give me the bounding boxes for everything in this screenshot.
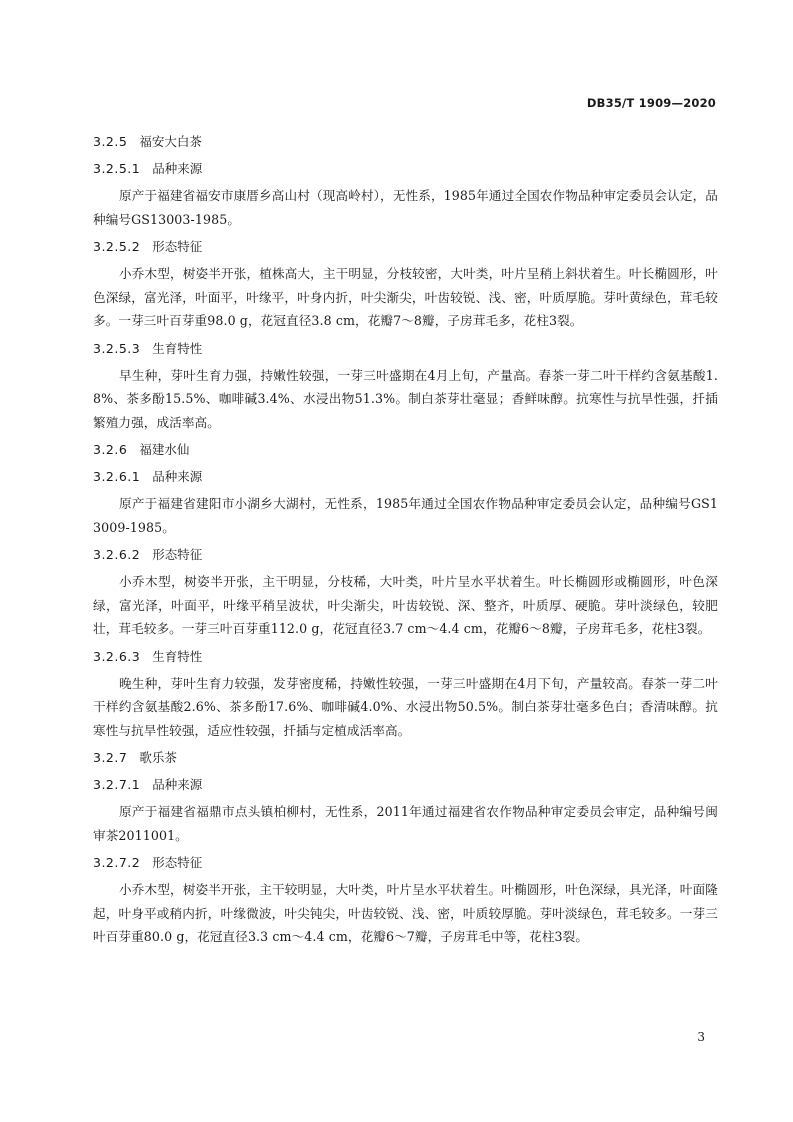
document-id: DB35/T 1909—2020	[586, 96, 716, 110]
paragraph: 小乔木型，树姿半开张，主干较明显，大叶类，叶片呈水平状着生。叶椭圆形，叶色深绿，具光泽，叶面隆起，叶身平或稍内折，叶缘微波，叶尖钝尖，叶齿较锐、浅、密，叶质较厚脆。芽叶淡绿色，茸毛较多。一芽三叶百芽重80.0 g，花冠直径3.3 cm～4.4 cm，花瓣6～7瓣，子房茸毛中等，花柱3裂。	[93, 882, 718, 944]
paragraph: 原产于福建省福安市康厝乡高山村（现高岭村），无性系，1985年通过全国农作物品种审定委员会认定，品种编号GS13003-1985。	[93, 188, 718, 227]
paragraph: 原产于福建省建阳市小湖乡大湖村，无性系，1985年通过全国农作物品种审定委员会认定，品种编号GS13009-1985。	[93, 496, 718, 535]
paragraph: 原产于福建省福鼎市点头镇柏柳村，无性系，2011年通过福建省农作物品种审定委员会审定，品种编号闽审茶2011001。	[93, 804, 718, 843]
paragraph: 早生种，芽叶生育力强，持嫩性较强，一芽三叶盛期在4月上旬，产量高。春茶一芽二叶干样约含氨基酸1.8%、茶多酚15.5%、咖啡碱3.4%、水浸出物51.3%。制白茶芽壮毫显；香鲜味醇。抗寒性与抗旱性强，扦插繁殖力强，成活率高。	[93, 367, 718, 430]
paragraph: 晚生种，芽叶生育力较强，发芽密度稀，持嫩性较强，一芽三叶盛期在4月下旬，产量较高。春茶一芽二叶干样约含氨基酸2.6%、茶多酚17.6%、咖啡碱4.0%、水浸出物50.5%。制白茶芽壮毫多色白；香清味醇。抗寒性与抗旱性较强，适应性较强，扦插与定植成活率高。	[93, 675, 718, 738]
paragraph: 小乔木型，树姿半开张，主干明显，分枝稀，大叶类，叶片呈水平状着生。叶长椭圆形或椭圆形，叶色深绿，富光泽，叶面平，叶缘平稍呈波状，叶尖渐尖，叶齿较锐、深、整齐，叶质厚、硬脆。芽叶淡绿色，较肥壮，茸毛较多。一芽三叶百芽重112.0 g，花冠直径3.7 cm～4.4 cm，花瓣6～8瓣，子房茸毛多，花柱3裂。	[93, 574, 718, 636]
subsection-heading: 3.2.6.2 形态特征	[93, 547, 203, 562]
section-heading: 3.2.6 福建水仙	[93, 442, 190, 457]
subsection-heading: 3.2.5.2 形态特征	[93, 239, 203, 254]
subsection-heading: 3.2.7.2 形态特征	[93, 855, 203, 870]
section-heading: 3.2.5 福安大白茶	[93, 134, 202, 149]
document-body	[93, 130, 718, 953]
subsection-heading: 3.2.5.3 生育特性	[93, 340, 203, 356]
page-number: 3	[697, 1030, 705, 1044]
subsection-heading: 3.2.6.1 品种来源	[93, 469, 203, 484]
section-heading: 3.2.7 歌乐茶	[93, 750, 177, 765]
subsection-heading: 3.2.7.1 品种来源	[93, 777, 203, 792]
paragraph: 小乔木型，树姿半开张，植株高大，主干明显，分枝较密，大叶类，叶片呈稍上斜状着生。叶长椭圆形，叶色深绿，富光泽，叶面平，叶缘平，叶身内折，叶尖渐尖，叶齿较锐、浅、密，叶质厚脆。芽叶黄绿色，茸毛较多。一芽三叶百芽重98.0 g，花冠直径3.8 cm，花瓣7～8瓣，子房茸毛多，花柱3裂。	[93, 266, 718, 328]
subsection-heading: 3.2.6.3 生育特性	[93, 648, 203, 664]
subsection-heading: 3.2.5.1 品种来源	[93, 161, 203, 176]
